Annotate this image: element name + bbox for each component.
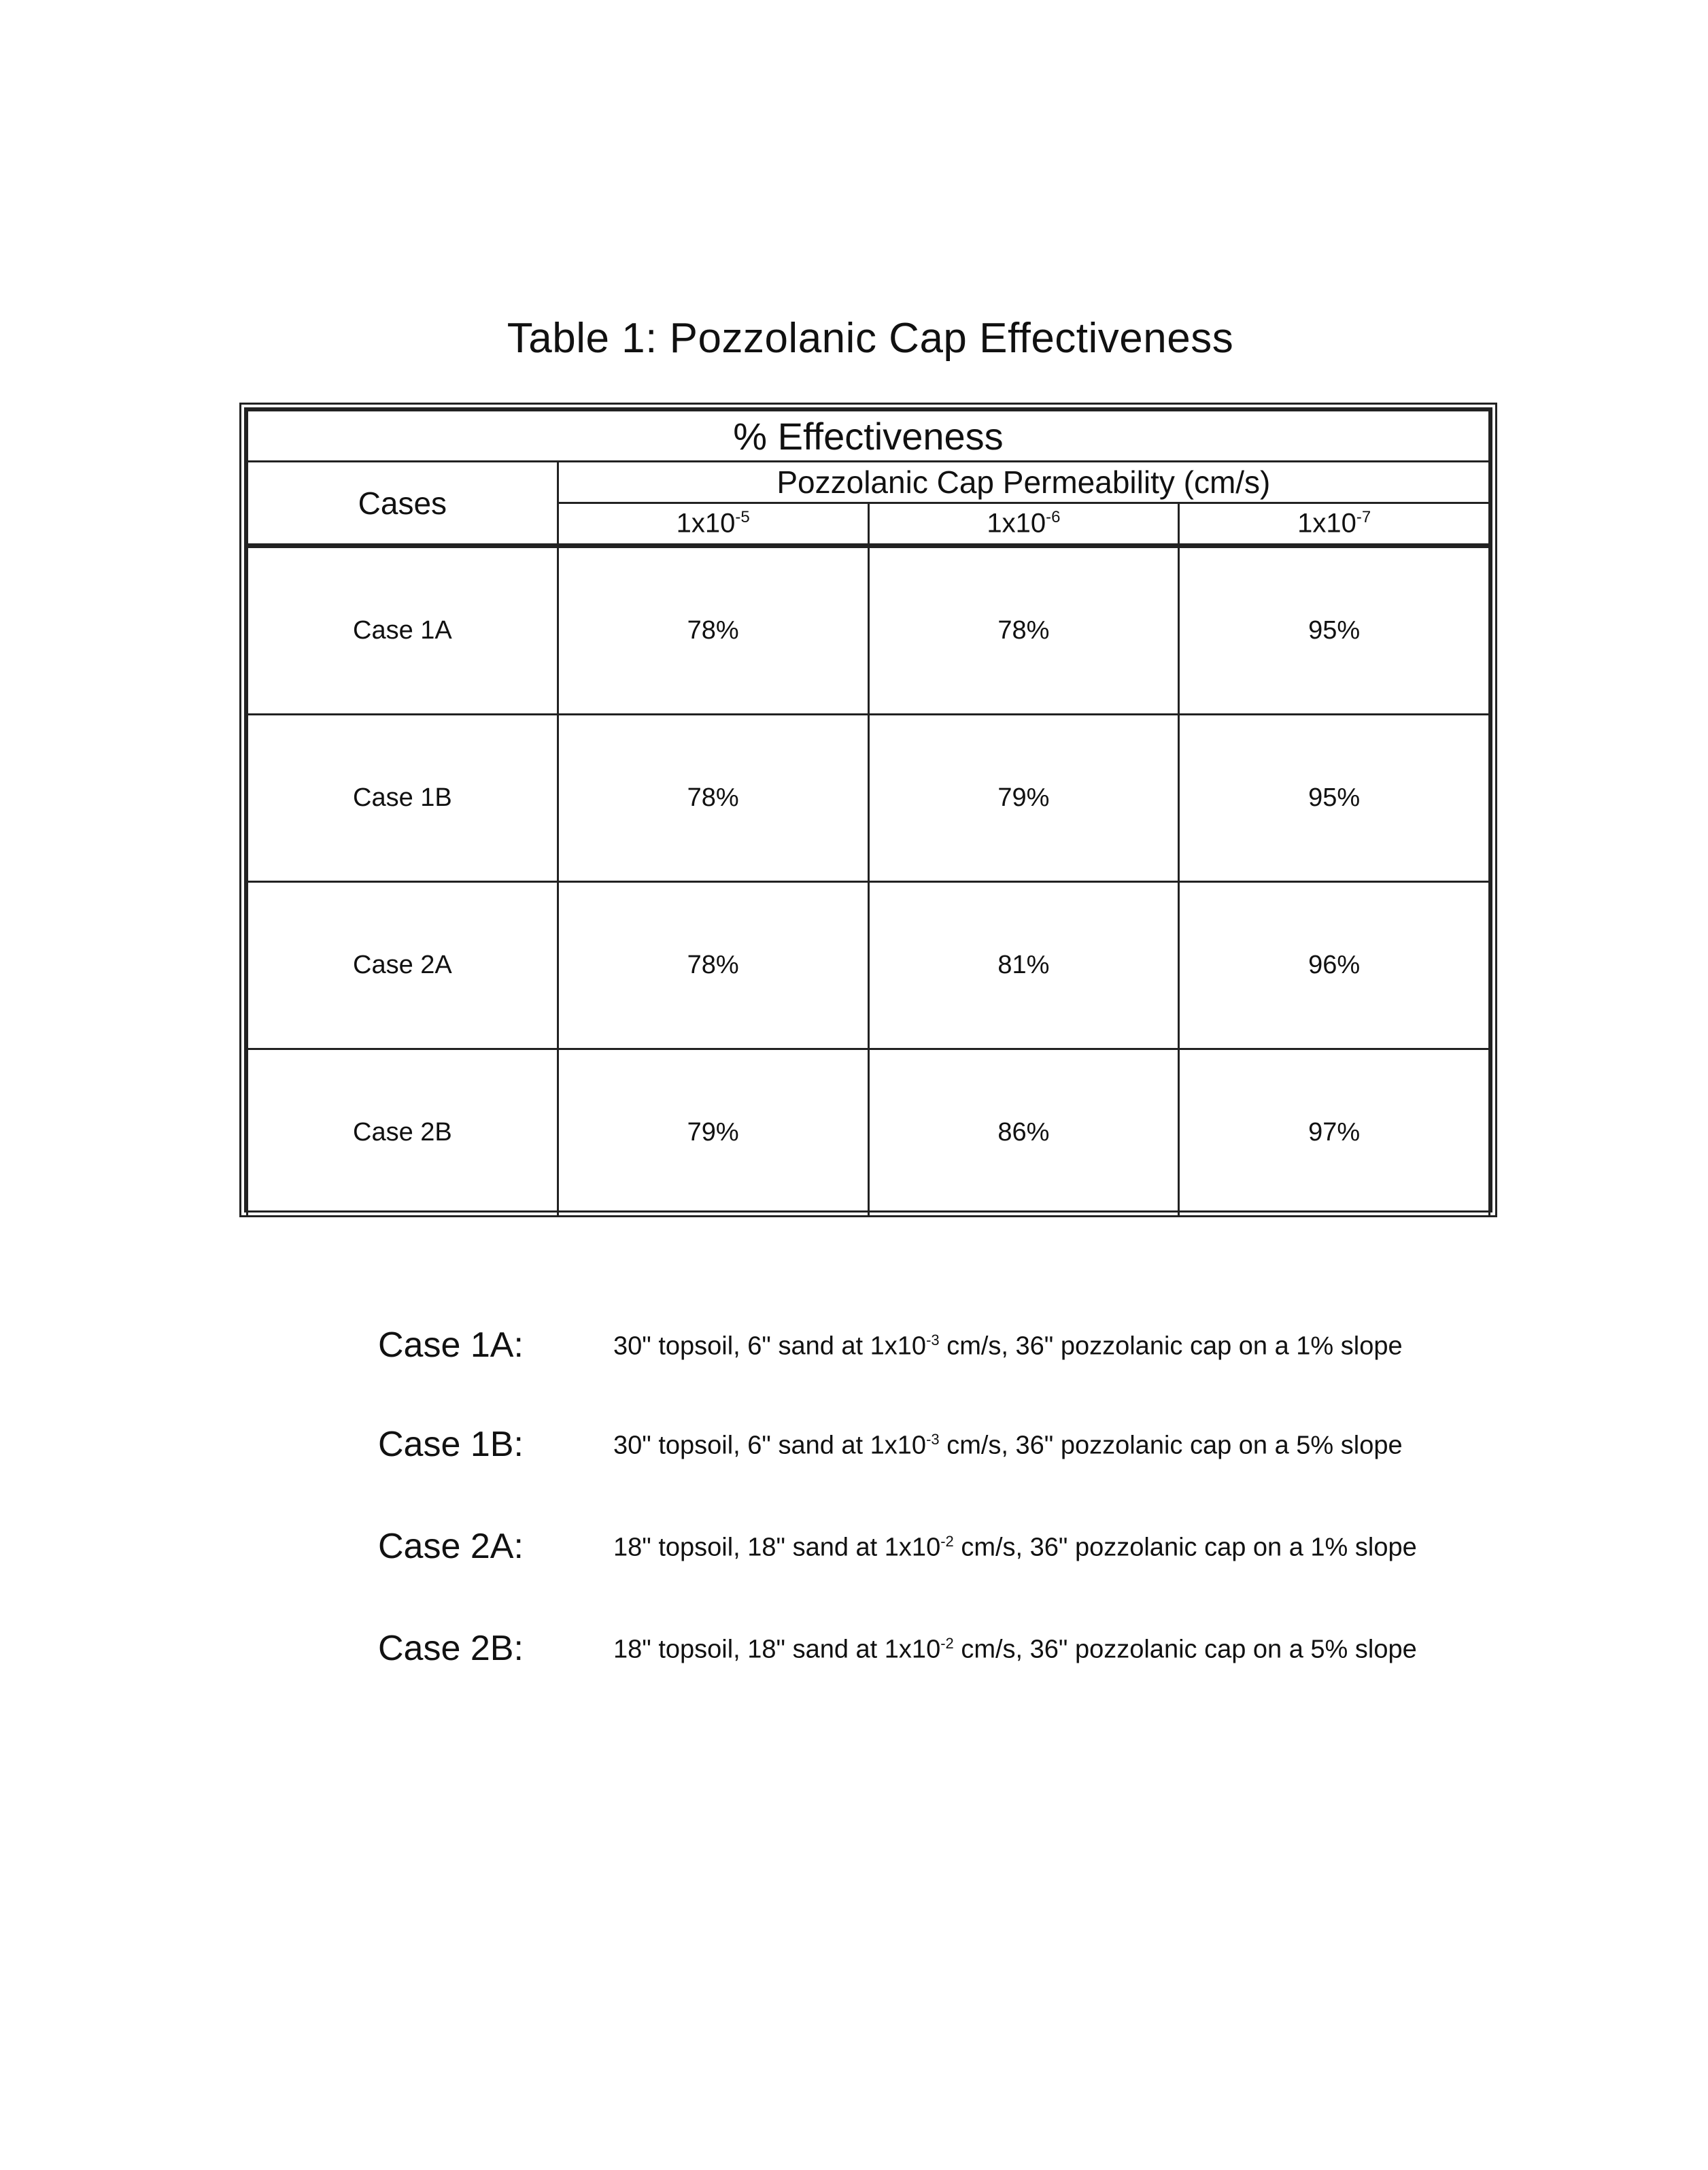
row-label-case-2a: Case 2A <box>247 882 558 1049</box>
table-row <box>247 1049 1490 1217</box>
legend-description-exp: -3 <box>926 1431 940 1448</box>
legend-description <box>613 1332 1403 1361</box>
legend-description-exp: -2 <box>940 1533 954 1550</box>
legend-description-post: cm/s, 36" pozzolanic cap on a 1% slope <box>939 1332 1403 1361</box>
legend-label: Case 1A: <box>378 1325 524 1365</box>
page-title: Table 1: Pozzolanic Cap Effectiveness <box>507 315 1234 362</box>
legend-description-post: cm/s, 36" pozzolanic cap on a 5% slope <box>939 1431 1403 1460</box>
column-header-1-exp: -5 <box>735 508 750 527</box>
table-cell: 78% <box>558 715 868 882</box>
legend-description-post: cm/s, 36" pozzolanic cap on a 5% slope <box>953 1635 1417 1664</box>
table-cell: 78% <box>868 546 1179 715</box>
legend-label: Case 2B: <box>378 1629 524 1668</box>
table-header-row-main <box>247 411 1490 462</box>
legend-description-pre: 18" topsoil, 18" sand at 1x10 <box>613 1635 941 1664</box>
legend-item-case-1b <box>378 1424 1534 1478</box>
legend-description-pre: 30" topsoil, 6" sand at 1x10 <box>613 1332 927 1361</box>
legend-description-exp: -3 <box>926 1332 940 1349</box>
legend-description-pre: 18" topsoil, 18" sand at 1x10 <box>613 1533 941 1562</box>
header-cases: Cases <box>247 462 558 546</box>
table-cell: 79% <box>558 1049 868 1217</box>
legend-label: Case 2A: <box>378 1527 524 1566</box>
table-row <box>247 882 1490 1049</box>
legend-description-pre: 30" topsoil, 6" sand at 1x10 <box>613 1431 927 1460</box>
table-cell: 78% <box>558 882 868 1049</box>
legend-description <box>613 1533 1417 1563</box>
table-row <box>247 546 1490 715</box>
column-header-3 <box>1179 503 1490 546</box>
legend-description <box>613 1635 1417 1665</box>
column-header-1-base: 1x10 <box>676 508 736 539</box>
header-effectiveness: % Effectiveness <box>247 411 1490 462</box>
table-row <box>247 715 1490 882</box>
legend-description-post: cm/s, 36" pozzolanic cap on a 1% slope <box>953 1533 1417 1562</box>
column-header-3-base: 1x10 <box>1297 508 1356 539</box>
table-header-row-group <box>247 462 1490 503</box>
column-header-2-base: 1x10 <box>987 508 1046 539</box>
row-label-case-1a: Case 1A <box>247 546 558 715</box>
table-cell: 86% <box>868 1049 1179 1217</box>
table-cell: 95% <box>1179 546 1490 715</box>
column-header-1 <box>558 503 868 546</box>
column-header-2-exp: -6 <box>1046 508 1061 527</box>
effectiveness-table-frame <box>239 403 1497 1217</box>
legend-description-exp: -2 <box>940 1635 954 1652</box>
effectiveness-table <box>246 409 1490 1217</box>
row-label-case-2b: Case 2B <box>247 1049 558 1217</box>
table-cell: 95% <box>1179 715 1490 882</box>
table-cell: 81% <box>868 882 1179 1049</box>
legend-item-case-2a <box>378 1526 1534 1580</box>
legend-item-case-1a <box>378 1325 1534 1379</box>
table-cell: 78% <box>558 546 868 715</box>
legend-description <box>613 1431 1403 1461</box>
column-header-2 <box>868 503 1179 546</box>
row-label-case-1b: Case 1B <box>247 715 558 882</box>
table-cell: 79% <box>868 715 1179 882</box>
table-cell: 96% <box>1179 882 1490 1049</box>
legend-label: Case 1B: <box>378 1425 524 1464</box>
column-header-3-exp: -7 <box>1356 508 1371 527</box>
legend-item-case-2b <box>378 1628 1534 1682</box>
header-permeability: Pozzolanic Cap Permeability (cm/s) <box>558 462 1489 503</box>
table-cell: 97% <box>1179 1049 1490 1217</box>
